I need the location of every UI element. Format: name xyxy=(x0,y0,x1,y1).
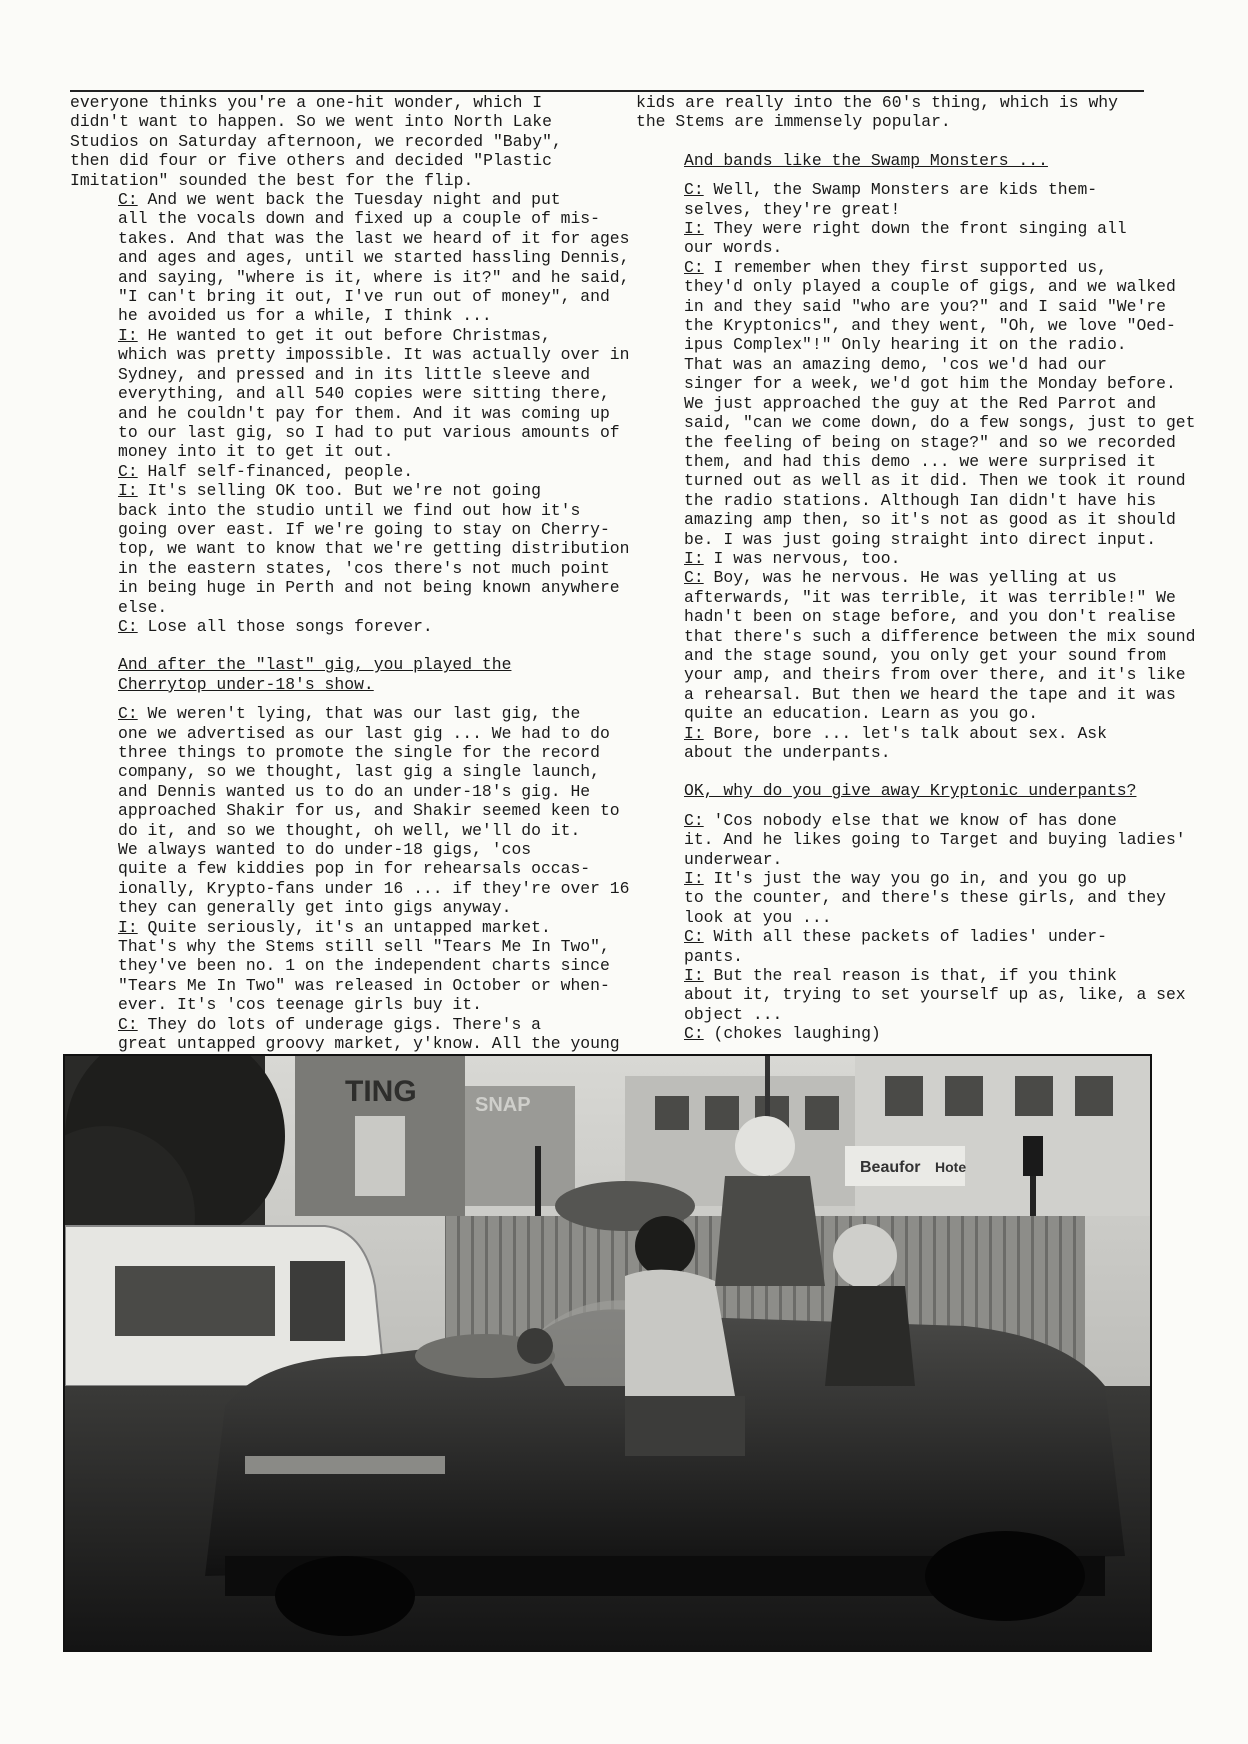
paragraph-text: I remember when they first supported us, they'd only played a couple of gigs, and we walked in and they said "who are you?" and I said "We're the Kryptonics", and they went, "Oh, we love "Oed- ipus Complex"!" Only hearing it on the radio. xyxy=(684,257,1176,355)
paragraph xyxy=(70,93,600,190)
paragraph xyxy=(636,180,1166,219)
speaker-label: I: xyxy=(118,325,138,345)
paragraph xyxy=(636,568,1196,724)
paragraph-text: But the real reason is that, if you think about it, trying to set yourself up as, like, a sex object ... xyxy=(684,966,1186,1024)
paragraph xyxy=(636,354,1196,549)
paragraph xyxy=(70,1014,620,1054)
paragraph xyxy=(70,481,630,617)
sign-text-snap: SNAP xyxy=(475,1094,531,1116)
paragraph-text: We weren't lying, that was our last gig, the one we advertised as our last gig ... We had to do three things to promote the single for the record company, so we thought, last gig a single launch, and Dennis wanted us to do an under-18's gig. He approached Shakir for us, and Shakir seemed keen to do it, and so we thought, oh well, we'll do it. xyxy=(118,704,620,840)
speaker-label: C: xyxy=(684,568,704,588)
speaker-label: C: xyxy=(684,1024,704,1044)
speaker-label: C: xyxy=(118,461,138,481)
speaker-label: C: xyxy=(118,616,138,636)
paragraph-text: And we went back the Tuesday night and put all the vocals down and fixed up a couple of mis- takes. And that was the last we heard of it for ages and ages and ages, until we started hassling Dennis, and saying, "where is it, where is it?" and he said, "I can't bring it out, I've run out of money", and he avoided us for a while, I think ... xyxy=(118,190,630,326)
paragraph-text: They were right down the front singing all our words. xyxy=(684,219,1127,258)
paragraph-text: everyone thinks you're a one-hit wonder, which I didn't want to happen. So we went into North Lake Studios on Saturday afternoon, we recorded "Baby", then did four or five others and decided "Plastic Imitation" sounded the best for the flip. xyxy=(70,93,562,190)
speaker-label: C: xyxy=(684,180,704,200)
speaker-label: I: xyxy=(118,917,138,937)
paragraph xyxy=(636,966,1186,1024)
right-column xyxy=(636,93,1196,1044)
speaker-label: C: xyxy=(118,704,138,724)
paragraph-text: They do lots of underage gigs. There's a great untapped groovy market, y'know. All the young xyxy=(118,1014,620,1054)
speaker-label: C: xyxy=(118,190,138,210)
speaker-label: I: xyxy=(684,723,704,743)
paragraph-text: That was an amazing demo, 'cos we'd had our singer for a week, we'd got him the Monday before. We just approached the guy at the Red Parrot and said, "can we come down, do a few songs, just to get the feeling of being on stage?" and so we recorded them, and had this demo ... we were surprised it turned out as well as it did. Then we took it round the radio stations. Although Ian didn't have his amazing amp then, so it's not as good as it should be. I was just going straight into direct input. xyxy=(684,354,1196,549)
paragraph-text: Well, the Swamp Monsters are kids them- selves, they're great! xyxy=(684,180,1098,219)
paragraph xyxy=(636,219,1166,258)
paragraph xyxy=(70,617,600,636)
paragraph-text: I was nervous, too. xyxy=(703,548,901,568)
sign-text-ting: TING xyxy=(345,1075,417,1108)
paragraph-text: Boy, was he nervous. He was yelling at us afterwards, "it was terrible, it was terrible!" We hadn't been on stage before, and you don't realise that there's such a difference between the mix sound and the stage sound, you only get your sound from your amp, and theirs from over there, and it's like a rehearsal. But then we heard the tape and it was quite an education. Learn as you go. xyxy=(684,568,1196,724)
paragraph-text: 'Cos nobody else that we know of has done it. And he likes going to Target and buying ladies' underwear. xyxy=(684,810,1186,869)
paragraph-text: It's selling OK too. But we're not going back into the studio until we find out how it's going over east. If we're going to stay on Cherry- top, we want to know that we're getting distribution in the eastern states, 'cos there's not much point in being huge in Perth and not being known anywhere else. xyxy=(118,481,630,617)
paragraph-text: It's just the way you go in, and you go up to the counter, and there's these girls, and they look at you ... xyxy=(684,869,1166,927)
paragraph-text: Bore, bore ... let's talk about sex. Ask about the underpants. xyxy=(684,723,1107,762)
paragraph xyxy=(636,1024,1166,1043)
paragraph-text: Lose all those songs forever. xyxy=(137,616,433,636)
paragraph xyxy=(636,724,1166,763)
paragraph-text: We always wanted to do under-18 gigs, 'cos quite a few kiddies pop in for rehearsals occas- ionally, Krypto-fans under 16 ... if they're over 16 they can generally get into gigs anyway. xyxy=(118,840,630,918)
section-question: And after the "last" gig, you played the Cherrytop under-18's show. xyxy=(118,655,512,694)
paragraph xyxy=(636,869,1166,927)
speaker-label: C: xyxy=(684,927,704,947)
speaker-label: I: xyxy=(684,548,704,568)
paragraph-text: Quite seriously, it's an untapped market. That's why the Stems still sell "Tears Me In Two", they've been no. 1 on the independent charts since "Tears Me In Two" was released in October or when- ever. It's 'cos teenage girls buy it. xyxy=(118,917,610,1015)
band-photo-illustration xyxy=(65,1056,1150,1650)
paragraph xyxy=(70,917,610,1015)
section-question: And bands like the Swamp Monsters ... xyxy=(684,150,1048,170)
speaker-label: C: xyxy=(684,810,704,830)
speaker-label: I: xyxy=(684,966,704,986)
paragraph-text: kids are really into the 60's thing, which is why the Stems are immensely popular. xyxy=(636,93,1118,132)
speaker-label: C: xyxy=(118,1014,138,1034)
paragraph-text: (chokes laughing) xyxy=(703,1024,881,1044)
paragraph xyxy=(70,462,600,481)
paragraph-text: He wanted to get it out before Christmas, which was pretty impossible. It was actually over in Sydney, and pressed and in its little sleeve and everything, and all 540 copies were sitting there, and he couldn't pay for them. And it was coming up to our last gig, so I had to put various amounts of money into it to get it out. xyxy=(118,325,630,462)
paragraph xyxy=(636,549,1166,568)
paragraph-text: Half self-financed, people. xyxy=(137,461,414,481)
sign-text-beaufort: Beaufor xyxy=(860,1159,921,1176)
section-question: OK, why do you give away Kryptonic underpants? xyxy=(684,781,1137,801)
paragraph xyxy=(636,93,1166,132)
paragraph xyxy=(70,325,630,462)
paragraph xyxy=(636,257,1176,355)
paragraph xyxy=(70,190,630,326)
paragraph xyxy=(636,810,1186,869)
speaker-label: I: xyxy=(118,481,138,501)
band-photo xyxy=(63,1054,1152,1652)
speaker-label: C: xyxy=(684,257,704,277)
paragraph xyxy=(70,704,620,840)
paragraph-text: With all these packets of ladies' under- pants. xyxy=(684,927,1107,966)
speaker-label: I: xyxy=(684,869,704,889)
top-rule xyxy=(70,90,1144,92)
paragraph xyxy=(636,927,1166,966)
speaker-label: I: xyxy=(684,219,704,239)
left-column xyxy=(70,93,630,1054)
paragraph xyxy=(70,840,630,918)
sign-text-hotel: Hote xyxy=(935,1159,967,1175)
